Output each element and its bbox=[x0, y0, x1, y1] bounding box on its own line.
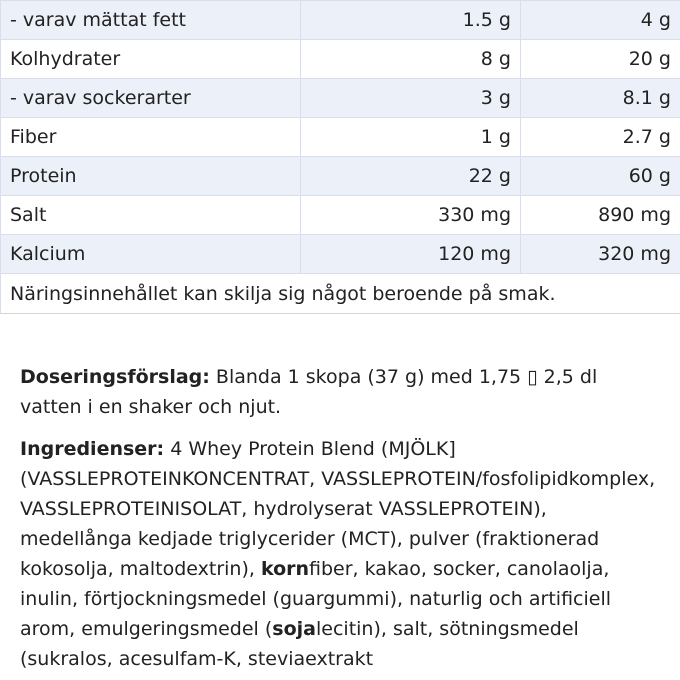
table-row bbox=[1, 79, 680, 118]
per-serving-value: 1.5 g bbox=[301, 1, 521, 40]
per-serving-value: 22 g bbox=[301, 157, 521, 196]
allergen-korn: korn bbox=[260, 558, 310, 580]
nutrient-label: - varav sockerarter bbox=[1, 79, 301, 118]
dosage-paragraph bbox=[20, 362, 660, 422]
dosage-label: Doseringsförslag: bbox=[20, 366, 210, 388]
per-100g-value: 60 g bbox=[521, 157, 680, 196]
nutrient-label: Kolhydrater bbox=[1, 40, 301, 79]
nutrient-label: - varav mättat fett bbox=[1, 1, 301, 40]
nutrient-label: Fiber bbox=[1, 118, 301, 157]
table-row bbox=[1, 196, 680, 235]
nutrition-note: Näringsinnehållet kan skilja sig något beroende på smak. bbox=[1, 274, 680, 314]
per-100g-value: 4 g bbox=[521, 1, 680, 40]
table-row bbox=[1, 118, 680, 157]
nutrient-label: Kalcium bbox=[1, 235, 301, 274]
per-100g-value: 320 mg bbox=[521, 235, 680, 274]
table-row bbox=[1, 235, 680, 274]
per-100g-value: 20 g bbox=[521, 40, 680, 79]
per-serving-value: 120 mg bbox=[301, 235, 521, 274]
per-100g-value: 8.1 g bbox=[521, 79, 680, 118]
table-row bbox=[1, 40, 680, 79]
ingredients-paragraph bbox=[20, 434, 660, 674]
nutrient-label: Salt bbox=[1, 196, 301, 235]
per-serving-value: 1 g bbox=[301, 118, 521, 157]
table-row bbox=[1, 157, 680, 196]
per-serving-value: 8 g bbox=[301, 40, 521, 79]
ingredients-text: fiber, kakao, socker, canolaolja, inulin, förtjockningsmedel (guargummi), naturlig och artificiell arom, emulgeringsmedel ( bbox=[20, 558, 612, 640]
allergen-soja: soja bbox=[272, 618, 316, 640]
per-100g-value: 2.7 g bbox=[521, 118, 680, 157]
table-note-row bbox=[1, 274, 680, 314]
ingredients-text: 4 Whey Protein Blend (MJÖLK] (VASSLEPROTEINKONCENTRAT, VASSLEPROTEIN/fosfolipidkomplex, VASSLEPROTEINISOLAT, hydrolyserat VASSLEPROTEIN), medellånga kedjade triglycerider (MCT), pulver (fraktionerad kokosolja, maltodextrin), bbox=[20, 438, 656, 580]
nutrient-label: Protein bbox=[1, 157, 301, 196]
per-serving-value: 330 mg bbox=[301, 196, 521, 235]
ingredients-text: lecitin), salt, sötningsmedel (sukralos, acesulfam-K, steviaextrakt bbox=[20, 618, 579, 670]
table-row bbox=[1, 1, 680, 40]
dosage-text: Blanda 1 skopa (37 g) med 1,75 ▯ 2,5 dl vatten i en shaker och njut. bbox=[20, 366, 598, 418]
per-serving-value: 3 g bbox=[301, 79, 521, 118]
nutrition-table bbox=[0, 0, 680, 314]
per-100g-value: 890 mg bbox=[521, 196, 680, 235]
ingredients-label: Ingredienser: bbox=[20, 438, 165, 460]
